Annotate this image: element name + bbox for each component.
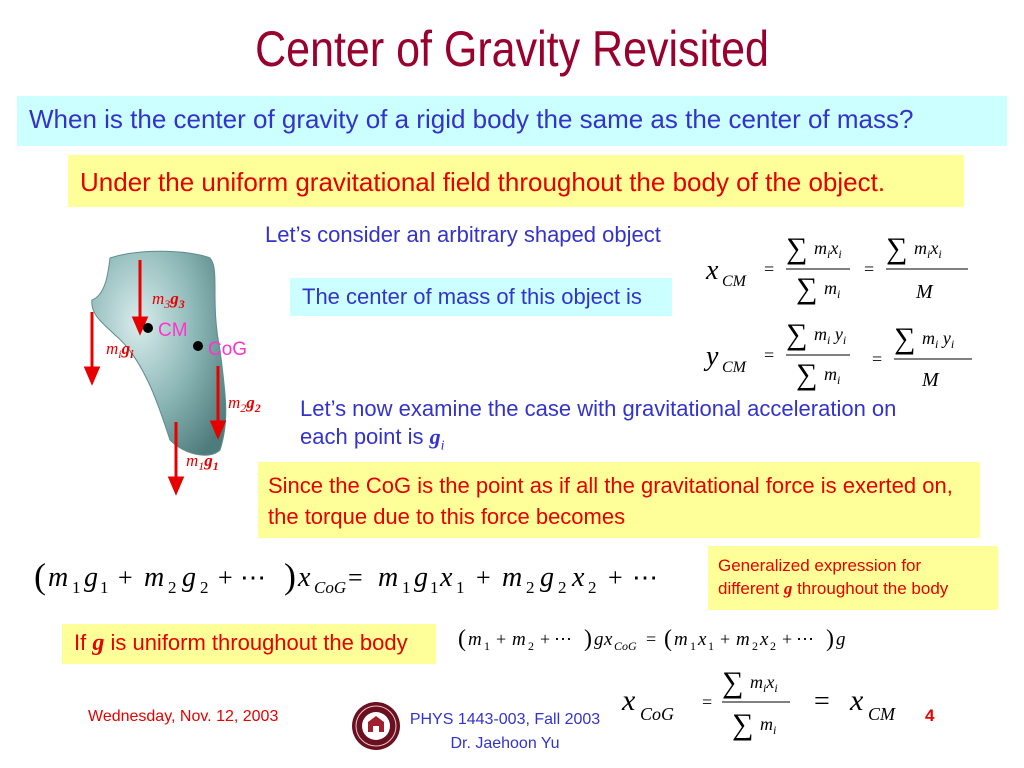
svg-text:1: 1 [456,578,465,597]
consider-text: Let’s consider an arbitrary shaped object [265,222,661,247]
svg-text:x: x [706,255,719,286]
svg-text:+: + [118,563,133,592]
if-uniform-box: If g is uniform throughout the body [62,624,436,664]
answer-text: Under the uniform gravitational field throughout the body of the object. [80,167,886,197]
course-name: PHYS 1443-003, Fall 2003 [409,711,601,728]
svg-text:CoG: CoG [614,639,637,653]
svg-text:=: = [702,692,713,712]
svg-text:g: g [84,562,98,593]
svg-text:x: x [760,629,769,650]
svg-text:CoG: CoG [640,704,675,724]
svg-text:x: x [698,629,707,650]
svg-text:∑: ∑ [796,272,818,305]
svg-text:∑: ∑ [786,318,808,351]
svg-text:+: + [476,563,491,592]
svg-text:⋯: ⋯ [240,563,266,592]
xcm-equation [700,228,990,308]
page-title: Center of Gravity Revisited [255,21,769,77]
examine-text: Let’s now examine the case with gravitational acceleration on each point is $g_i$ [300,396,897,454]
svg-text:g: g [540,562,554,593]
svg-text:2: 2 [526,578,535,597]
xcog-equation [618,664,928,744]
question-text: When is the center of gravity of a rigid body the same as the center of mass? [29,104,914,134]
university-seal [350,700,402,752]
cog-label: CoG [208,339,248,360]
arrow-head-i [86,368,98,382]
svg-text:⋯: ⋯ [554,629,572,649]
svg-text:2: 2 [528,639,534,653]
svg-text:CM: CM [722,359,746,376]
svg-text:m: m [502,562,523,593]
arrow-head-1 [170,478,182,492]
svg-text:∑: ∑ [894,322,916,355]
svg-text:2: 2 [770,639,776,653]
svg-text:=: = [864,259,875,279]
svg-text:x: x [604,629,613,650]
g-symbol: g [783,579,793,598]
svg-text:x: x [572,562,585,593]
svg-text:CM: CM [868,704,895,724]
svg-text:g: g [594,629,604,650]
svg-text:M: M [916,281,933,303]
page-number: 4 [925,706,935,725]
svg-text:1: 1 [690,639,696,653]
svg-text:=: = [348,563,363,592]
since-text: Since the CoG is the point as if all the gravitational force is exerted on, the torque due to this force becomes [268,473,953,529]
svg-text:mi: $m_i$ [760,714,777,737]
svg-text:(: ( [458,626,466,652]
svg-text:∑: ∑ [722,666,744,699]
answer-box [68,155,964,207]
svg-text:⋯: ⋯ [796,629,814,649]
svg-text:∑: ∑ [886,232,908,265]
svg-text:+: + [720,629,731,649]
uniform-g-equation [456,618,896,662]
svg-text:∑: ∑ [786,232,808,265]
svg-text:x: x [440,562,453,593]
svg-text:CoG: CoG [314,578,347,597]
svg-text:+: + [218,563,233,592]
generalized-line2: different g throughout the body [718,579,949,598]
since-box [258,462,980,538]
svg-text:2: 2 [588,578,597,597]
svg-text:+: + [608,563,623,592]
footer-date: Wednesday, Nov. 12, 2003 [88,708,279,725]
svg-text:=: = [764,259,775,279]
svg-text:): ) [826,626,834,652]
svg-text:m: m [736,629,750,650]
svg-text:1: 1 [100,578,109,597]
svg-text:mi: $m_i$ [824,364,841,387]
svg-text:2: 2 [200,578,209,597]
question-box [17,96,1007,146]
svg-text:m: m [468,629,482,650]
svg-text:+: + [540,629,551,649]
svg-text:g: g [836,629,846,650]
svg-text:∑: ∑ [732,708,754,741]
svg-text:g: g [182,562,196,593]
cog-point [193,341,203,351]
svg-text:=: = [764,345,775,365]
svg-text:1: 1 [484,639,490,653]
svg-text:m: m [512,629,526,650]
svg-text:1: 1 [402,578,411,597]
svg-text:∑: ∑ [796,358,818,391]
svg-text:): ) [584,626,592,652]
svg-text:(: ( [664,626,672,652]
cm-point [143,323,153,333]
m2g2-label: $m_2g_2$ [228,393,261,415]
svg-text:mi yi: $m_i$ $y_i$ [922,328,955,351]
svg-text:x: x [622,684,636,717]
svg-text:=: = [646,629,657,649]
svg-text:y: y [706,341,719,372]
svg-text:mixi: $m_ix_i$ [814,238,842,261]
svg-text:2: 2 [558,578,567,597]
svg-text:mixi: $m_ix_i$ [750,672,778,695]
svg-text:x: x [850,684,864,717]
svg-text:CM: CM [722,273,746,290]
footer-course [400,708,610,756]
svg-text:m: m [144,562,165,593]
svg-text:mixi: $m_ix_i$ [914,238,942,261]
svg-text:m: m [674,629,688,650]
svg-text:m: m [378,562,399,593]
g-symbol: g [92,630,105,656]
ycm-equation [700,314,990,394]
svg-text:=: = [872,349,883,369]
svg-text:): ) [284,556,296,596]
svg-text:+: + [496,629,507,649]
svg-text:⋯: ⋯ [632,563,658,592]
cm-label: CM [158,320,188,341]
svg-text:M: M [922,369,939,391]
svg-text:m: m [48,562,69,593]
torque-equation [30,546,700,610]
generalized-box [708,546,998,610]
svg-text:=: = [814,686,830,717]
svg-text:2: 2 [168,578,177,597]
svg-text:(: ( [34,556,46,596]
gi-symbol: g [429,424,441,449]
svg-text:x: x [298,562,311,593]
svg-text:2: 2 [752,639,758,653]
svg-text:g: g [414,562,428,593]
center-of-mass-label: The center of mass of this object is [302,284,642,309]
m3g3-label: $m_3g_3$ [152,289,185,311]
svg-text:mi yi: $m_i$ $y_i$ [814,324,847,347]
svg-text:mi: $m_i$ [824,278,841,301]
svg-text:1: 1 [708,639,714,653]
m1g1-label: $m_1g_1$ [186,451,219,473]
center-of-mass-box [290,278,672,316]
svg-text:+: + [782,629,793,649]
svg-text:1: 1 [430,578,439,597]
generalized-line1: Generalized expression for [718,556,922,575]
instructor-name: Dr. Jaehoon Yu [450,735,560,752]
migi-label: $m_ig_i$ [106,339,134,361]
svg-text:1: 1 [72,578,81,597]
